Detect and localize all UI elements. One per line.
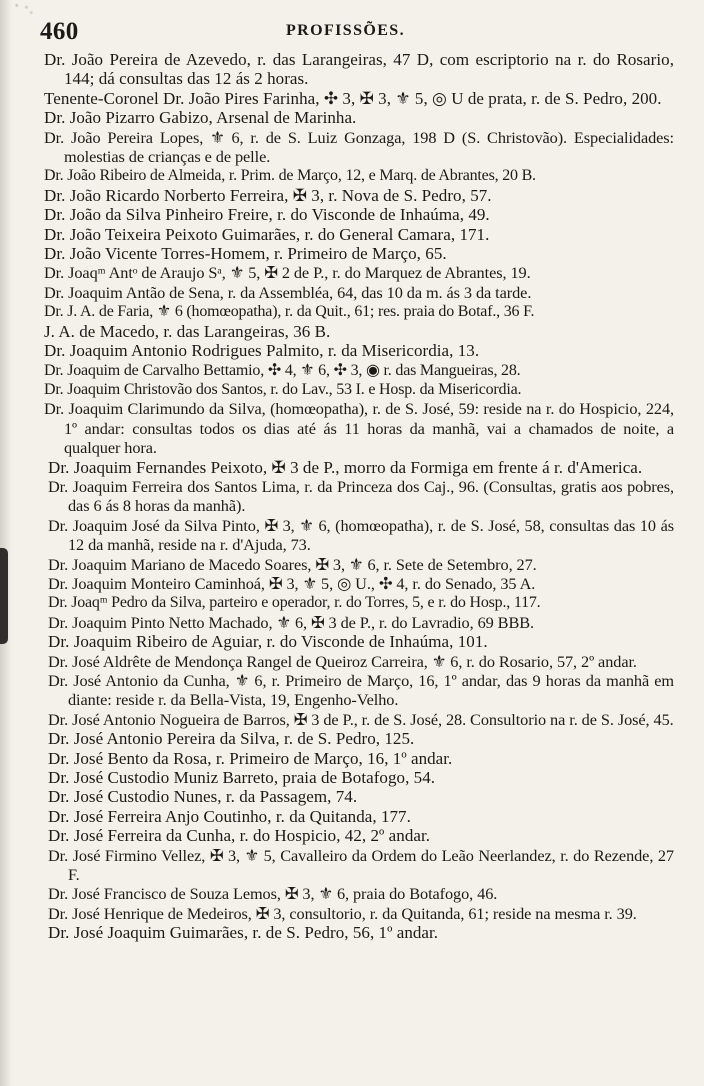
- entry-joaquim-christovao-dos-santos: Dr. Joaquim Christovão dos Santos, r. do Lav., 53 I. e Hosp. da Misericordia.: [44, 380, 522, 398]
- entry-jose-firmino-vellez: Dr. José Firmino Vellez, ✠ 3, ⚜ 5, Cavalleiro da Ordem do Leão Neerlandez, r. do Rezende, 27 F.: [48, 845, 674, 885]
- entry-jose-custodio-nunes: Dr. José Custodio Nunes, r. da Passagem, 74.: [48, 787, 358, 807]
- entry-joao-pires-farinha: Tenente-Coronel Dr. João Pires Farinha, ✣ 3, ✠ 3, ⚜ 5, ◎ U de prata, r. de S. Pedro, 200.: [44, 88, 662, 108]
- entry-joaquim-antao-de-sena: Dr. Joaquim Antão de Sena, r. da Assembléa, 64, das 10 da m. ás 3 da tarde.: [44, 282, 532, 302]
- entry-j-a-de-faria: Dr. J. A. de Faria, ⚜ 6 (homœopatha), r. da Quit., 61; res. praia do Botaf., 36 F.: [44, 303, 535, 321]
- entry-joaquim-monteiro-caminhoa: Dr. Joaquim Monteiro Caminhoá, ✠ 3, ⚜ 5, ◎ U., ✣ 4, r. do Senado, 35 A.: [48, 573, 536, 593]
- entry-joao-ribeiro-de-almeida: Dr. João Ribeiro de Almeida, r. Prim. de Março, 12, e Marq. de Abrantes, 20 B.: [44, 167, 536, 185]
- entry-joaquim-ribeiro-de-aguiar: Dr. Joaquim Ribeiro de Aguiar, r. do Visconde de Inhaúma, 101.: [48, 632, 488, 652]
- entry-jose-joaquim-guimaraes: Dr. José Joaquim Guimarães, r. de S. Pedro, 56, 1º andar.: [48, 923, 439, 943]
- entry-jose-antonio-da-cunha: Dr. José Antonio da Cunha, ⚜ 6, r. Primeiro de Março, 16, 1º andar, das 9 horas da manhã em diante: reside r. da Bella-Vista, 19, Engenho-Velho.: [48, 671, 674, 710]
- page-header: [40, 18, 674, 45]
- entry-joaquim-mariano-de-macedo-soares: Dr. Joaquim Mariano de Macedo Soares, ✠ 3, ⚜ 6, r. Sete de Setembro, 27.: [48, 554, 537, 574]
- entry-joaquim-fernandes-peixoto: Dr. Joaquim Fernandes Peixoto, ✠ 3 de P., morro da Formiga em frente á r. d'America.: [48, 457, 643, 477]
- entry-jose-bento-da-rosa: Dr. José Bento da Rosa, r. Primeiro de Março, 16, 1º andar.: [48, 748, 453, 768]
- entry-joaquim-jose-da-silva-pinto: Dr. Joaquim José da Silva Pinto, ✠ 3, ⚜ 6, (homœopatha), r. de S. José, 58, consultas das 10 ás 12 da manhã, reside na r. d'Ajuda, 73.: [48, 515, 674, 555]
- entry-joao-pizarro-gabizo: Dr. João Pizarro Gabizo, Arsenal de Marinha.: [44, 108, 357, 128]
- entry-joao-pereira-lopes: Dr. João Pereira Lopes, ⚜ 6, r. de S. Luiz Gonzaga, 198 D (S. Christovão). Especialidades: molestias de crianças e de pelle.: [44, 127, 674, 167]
- entry-joao-pereira-de-azevedo: Dr. João Pereira de Azevedo, r. das Larangeiras, 47 D, com escriptorio na r. do Rosario, 144; dá consultas das 12 ás 2 horas.: [44, 50, 674, 89]
- running-title: PROFISSÕES.: [286, 22, 405, 39]
- entry-jose-henrique-de-medeiros: Dr. José Henrique de Medeiros, ✠ 3, consultorio, r. da Quitanda, 61; reside na mesma r. 39.: [48, 903, 637, 923]
- entry-joaquim-pinto-netto-machado: Dr. Joaquim Pinto Netto Machado, ⚜ 6, ✠ 3 de P., r. do Lavradio, 69 BBB.: [48, 612, 535, 632]
- entry-j-a-de-macedo: J. A. de Macedo, r. das Larangeiras, 36 B.: [44, 321, 331, 341]
- entry-joao-ricardo-norberto-ferreira: Dr. João Ricardo Norberto Ferreira, ✠ 3, r. Nova de S. Pedro, 57.: [44, 185, 492, 205]
- entry-jose-custodio-muniz-barreto: Dr. José Custodio Muniz Barreto, praia de Botafogo, 54.: [48, 768, 436, 788]
- entry-joaquim-antonio-rodrigues-palmito: Dr. Joaquim Antonio Rodrigues Palmito, r. da Misericordia, 13.: [44, 341, 480, 361]
- entry-joao-da-silva-pinheiro-freire: Dr. João da Silva Pinheiro Freire, r. do Visconde de Inhaúma, 49.: [44, 205, 490, 225]
- entry-joaquim-pedro-da-silva: Dr. Joaqᵐ Pedro da Silva, parteiro e operador, r. do Torres, 5, e r. do Hosp., 117.: [48, 594, 541, 612]
- entry-jose-aldrete-de-mendonca: Dr. José Aldrête de Mendonça Rangel de Queiroz Carreira, ⚜ 6, r. do Rosario, 57, 2º andar.: [48, 651, 637, 671]
- professional-listing: [44, 50, 674, 943]
- entry-jose-antonio-pereira-da-silva: Dr. José Antonio Pereira da Silva, r. de S. Pedro, 125.: [48, 729, 415, 749]
- entry-jose-francisco-de-souza-lemos: Dr. José Francisco de Souza Lemos, ✠ 3, ⚜ 6, praia do Botafogo, 46.: [48, 884, 498, 904]
- entry-jose-ferreira-anjo-coutinho: Dr. José Ferreira Anjo Coutinho, r. da Quitanda, 177.: [48, 806, 411, 826]
- entry-jose-antonio-nogueira-de-barros: Dr. José Antonio Nogueira de Barros, ✠ 3 de P., r. de S. José, 28. Consultorio na r. de S. José, 45.: [48, 709, 674, 729]
- page-number: 460: [40, 18, 79, 45]
- entry-jose-ferreira-da-cunha: Dr. José Ferreira da Cunha, r. do Hospicio, 42, 2º andar.: [48, 826, 431, 846]
- entry-joao-teixeira-peixoto-guimaraes: Dr. João Teixeira Peixoto Guimarães, r. do General Camara, 171.: [44, 224, 490, 244]
- entry-joaquim-clarimundo-da-silva: Dr. Joaquim Clarimundo da Silva, (homœopatha), r. de S. José, 59: reside na r. do Hospicio, 224, 1º andar: consultas todos os dias até ás 11 horas da manhã, vai a chamados de noite, a qualquer hora.: [44, 399, 674, 458]
- entry-joaquim-antonio-de-araujo: Dr. Joaqᵐ Antᵒ de Araujo Sᵃ, ⚜ 5, ✠ 2 de P., r. do Marquez de Abrantes, 19.: [44, 263, 531, 283]
- entry-joaquim-ferreira-dos-santos-lima: Dr. Joaquim Ferreira dos Santos Lima, r. da Princeza dos Caj., 96. (Consultas, gratis aos pobres, das 6 ás 8 horas da manhã).: [48, 476, 674, 516]
- entry-joaquim-de-carvalho-bettamio: Dr. Joaquim de Carvalho Bettamio, ✣ 4, ⚜ 6, ✣ 3, ◉ r. das Mangueiras, 28.: [44, 361, 521, 379]
- entry-joao-vicente-torres-homem: Dr. João Vicente Torres-Homem, r. Primeiro de Março, 65.: [44, 244, 447, 264]
